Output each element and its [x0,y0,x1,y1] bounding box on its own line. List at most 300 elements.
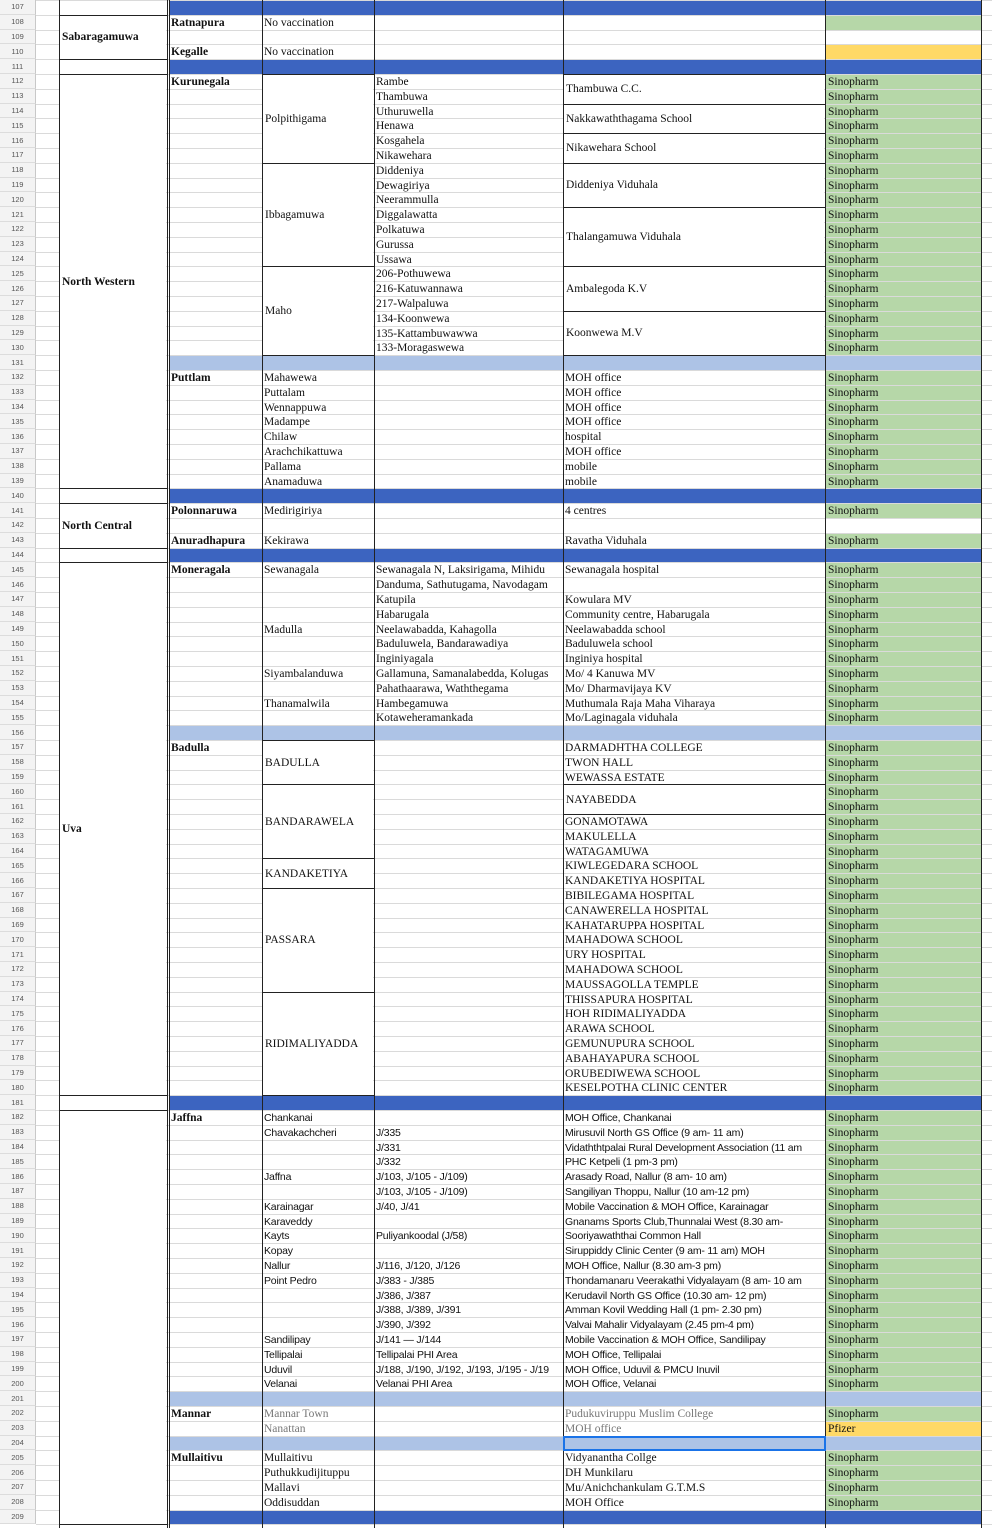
centre-cell[interactable]: MAHADOWA SCHOOL [565,964,683,976]
row-number[interactable]: 174 [0,992,36,1007]
area-cell[interactable] [374,904,563,918]
area-cell[interactable]: Henawa [376,120,414,133]
row-number[interactable]: 110 [0,44,36,59]
province-cell[interactable]: North Western [60,75,166,488]
vaccine-cell[interactable]: Sinopharm [825,785,981,799]
district-cell[interactable]: Ratnapura [171,16,225,29]
area-cell[interactable]: J/103, J/105 - J/109) [376,1186,468,1198]
row-number[interactable]: 162 [0,814,36,829]
area-cell[interactable]: Gallamuna, Samanalabedda, Kolugas [376,668,549,680]
row-number[interactable]: 152 [0,666,36,681]
area-cell[interactable]: Diggalawatta [376,209,438,222]
moh-cell[interactable]: Sewanagala [264,564,319,577]
moh-cell[interactable] [262,711,374,725]
row-number[interactable]: 191 [0,1243,36,1258]
moh-cell[interactable] [262,578,374,592]
moh-merged-cell[interactable]: BADULLA [263,741,373,784]
moh-merged-cell[interactable]: KANDAKETIYA [263,859,373,888]
area-cell[interactable]: Puliyankoodal (J/58) [376,1230,468,1243]
centre-cell[interactable]: Mu/Anichchankulam G.T.M.S [565,1482,706,1494]
vaccine-cell[interactable]: Sinopharm [825,904,981,918]
vaccine-cell[interactable]: Sinopharm [825,919,981,933]
area-cell[interactable] [374,1215,563,1229]
centre-cell[interactable]: MOH office [565,372,622,384]
row-number[interactable]: 121 [0,207,36,222]
row-number[interactable]: 123 [0,237,36,252]
area-cell[interactable] [374,1067,563,1081]
centre-cell[interactable]: Mo/Laginagala viduhala [565,712,678,725]
district-cell[interactable]: Jaffna [171,1112,203,1124]
row-number[interactable]: 138 [0,459,36,474]
row-number[interactable]: 192 [0,1258,36,1273]
row-number[interactable]: 154 [0,696,36,711]
area-cell[interactable] [374,1007,563,1021]
province-cell[interactable]: Sabaragamuwa [60,16,166,59]
row-number[interactable]: 147 [0,592,36,607]
area-cell[interactable] [374,371,563,385]
vaccine-cell[interactable]: Sinopharm [825,282,981,296]
area-cell[interactable] [374,1422,563,1436]
row-number[interactable]: 185 [0,1154,36,1169]
area-cell[interactable] [374,859,563,873]
moh-cell[interactable] [262,637,374,651]
vaccine-cell[interactable]: Sinopharm [825,578,981,592]
area-cell[interactable]: Kosgahela [376,135,425,148]
row-number[interactable]: 183 [0,1125,36,1140]
area-cell[interactable] [374,933,563,947]
area-cell[interactable]: Inginiyagala [376,653,434,666]
district-cell[interactable]: Kegalle [171,46,209,59]
row-number[interactable]: 200 [0,1376,36,1391]
district-cell[interactable]: Mullaitivu [171,1452,223,1465]
row-number[interactable]: 141 [0,503,36,518]
centre-cell[interactable]: KANDAKETIYA HOSPITAL [565,875,705,888]
centre-cell[interactable]: Neelawabadda school [565,623,666,636]
vaccine-cell[interactable]: Sinopharm [825,623,981,637]
vaccine-cell[interactable]: Sinopharm [825,327,981,341]
moh-cell[interactable]: Kopay [264,1245,293,1258]
row-number[interactable]: 116 [0,133,36,148]
row-number[interactable]: 145 [0,562,36,577]
row-number[interactable]: 198 [0,1347,36,1362]
centre-cell[interactable]: hospital [565,431,602,444]
row-number[interactable]: 153 [0,681,36,696]
row-number[interactable]: 139 [0,474,36,489]
area-cell[interactable] [374,800,563,814]
row-number[interactable]: 133 [0,385,36,400]
area-cell[interactable] [374,1496,563,1510]
vaccine-cell[interactable]: Sinopharm [825,119,981,133]
moh-cell[interactable]: Mallavi [264,1482,300,1494]
moh-cell[interactable] [262,1141,374,1155]
row-number[interactable]: 158 [0,755,36,770]
area-cell[interactable] [374,45,563,59]
area-cell[interactable]: J/141 — J/144 [376,1334,442,1346]
row-number[interactable]: 118 [0,163,36,178]
area-cell[interactable] [374,1111,563,1125]
row-number[interactable]: 181 [0,1095,36,1110]
area-cell[interactable]: Nikawehara [376,150,432,162]
row-number[interactable]: 184 [0,1140,36,1155]
centre-cell[interactable]: Arasady Road, Nallur (8 am- 10 am) [565,1171,727,1184]
row-number[interactable]: 149 [0,622,36,637]
area-cell[interactable] [374,771,563,785]
centre-cell[interactable]: Mo/ 4 Kanuwa MV [565,668,656,680]
row-number[interactable]: 186 [0,1169,36,1184]
area-cell[interactable]: Katupila [376,594,416,606]
moh-cell[interactable] [262,682,374,696]
vaccine-cell[interactable]: Sinopharm [825,475,981,489]
vaccine-cell[interactable]: Sinopharm [825,1303,981,1317]
moh-cell[interactable]: Thanamalwila [264,697,330,710]
centre-cell[interactable]: MAKULELLA [565,830,637,843]
centre-cell[interactable]: Inginiya hospital [565,653,643,666]
row-number[interactable]: 115 [0,118,36,133]
row-number[interactable]: 132 [0,370,36,385]
centre-cell[interactable]: MOH Office, Tellipalai [565,1348,662,1361]
vaccine-cell[interactable]: Sinopharm [825,697,981,711]
centre-cell[interactable]: 4 centres [565,505,607,518]
centre-cell[interactable]: MOH office [565,446,622,458]
row-number[interactable]: 111 [0,59,36,74]
row-number[interactable]: 182 [0,1110,36,1125]
district-cell[interactable]: Mannar [171,1408,212,1420]
centre-merged-cell[interactable]: Koonwewa M.V [564,312,824,355]
centre-cell[interactable]: Sooriyawaththai Common Hall [565,1230,701,1243]
moh-cell[interactable]: Velanai [264,1378,298,1391]
area-cell[interactable]: Pahathaarawa, Waththegama [376,682,509,695]
row-number[interactable]: 150 [0,636,36,651]
area-cell[interactable] [374,741,563,755]
moh-cell[interactable]: Arachchikattuwa [264,446,343,458]
area-cell[interactable]: Dewagiriya [376,179,430,192]
area-cell[interactable] [374,534,563,548]
district-cell[interactable]: Polonnaruwa [171,505,237,518]
centre-cell[interactable]: Pudukuviruppu Muslim College [565,1408,714,1420]
vaccine-cell[interactable]: Sinopharm [825,1170,981,1184]
vaccine-cell[interactable]: Sinopharm [825,134,981,148]
row-number[interactable]: 114 [0,104,36,119]
row-number[interactable]: 146 [0,577,36,592]
area-cell[interactable]: Gurussa [376,238,414,251]
area-cell[interactable]: Velanai PHI Area [376,1378,453,1391]
centre-cell[interactable]: Ravatha Viduhala [565,534,647,547]
centre-cell[interactable]: TWON HALL [565,756,634,769]
area-cell[interactable]: J/103, J/105 - J/109) [376,1171,468,1184]
moh-cell[interactable]: No vaccination [264,16,334,29]
area-cell[interactable]: 216-Katuwannawa [376,283,463,296]
vaccine-cell[interactable]: Sinopharm [825,1155,981,1169]
area-cell[interactable] [374,1081,563,1095]
row-number[interactable]: 134 [0,400,36,415]
moh-cell[interactable]: Madulla [264,623,303,636]
moh-cell[interactable]: Puttalam [264,386,305,399]
row-number[interactable]: 175 [0,1006,36,1021]
row-number[interactable]: 129 [0,326,36,341]
vaccine-cell[interactable] [825,16,981,30]
moh-merged-cell[interactable]: BANDARAWELA [263,785,373,858]
vaccine-cell[interactable] [825,45,981,59]
row-number[interactable]: 189 [0,1214,36,1229]
vaccine-cell[interactable]: Sinopharm [825,1466,981,1480]
vaccine-cell[interactable]: Pfizer [825,1422,981,1436]
vaccine-cell[interactable]: Sinopharm [825,460,981,474]
vaccine-cell[interactable]: Sinopharm [825,933,981,947]
centre-cell[interactable]: Baduluwela school [565,638,653,651]
area-cell[interactable]: 217-Walpaluwa [376,298,449,310]
row-number[interactable]: 205 [0,1450,36,1465]
row-number[interactable]: 173 [0,977,36,992]
centre-cell[interactable]: MOH office [565,386,622,399]
vaccine-cell[interactable]: Sinopharm [825,978,981,992]
row-number[interactable]: 107 [0,0,36,15]
row-number[interactable]: 128 [0,311,36,326]
moh-cell[interactable] [262,1155,374,1169]
area-cell[interactable]: Sewanagala N, Laksirigama, Mihidu [376,564,545,577]
vaccine-cell[interactable]: Sinopharm [825,1111,981,1125]
centre-cell[interactable]: HOH RIDIMALIYADDA [565,1008,687,1021]
vaccine-cell[interactable]: Sinopharm [825,889,981,903]
vaccine-cell[interactable]: Sinopharm [825,1274,981,1288]
moh-cell[interactable] [262,1303,374,1317]
row-number[interactable]: 127 [0,296,36,311]
area-cell[interactable]: 133-Moragaswewa [376,342,465,355]
vaccine-cell[interactable]: Sinopharm [825,1007,981,1021]
moh-cell[interactable]: Chankanai [264,1112,313,1124]
centre-cell[interactable]: DH Munkilaru [565,1467,634,1480]
province-cell[interactable]: North Central [60,504,166,547]
area-cell[interactable] [374,1022,563,1036]
moh-cell[interactable]: Jaffna [264,1171,292,1184]
vaccine-cell[interactable]: Sinopharm [825,415,981,429]
area-cell[interactable]: Hambegamuwa [376,697,449,710]
centre-cell[interactable]: Gnanams Sports Club,Thunnalai West (8.30 am- [565,1215,784,1228]
area-cell[interactable]: J/386, J/387 [376,1289,431,1302]
area-cell[interactable]: Diddeniya [376,164,424,177]
moh-cell[interactable]: Nanattan [264,1422,306,1435]
centre-cell[interactable]: KAHATARUPPA HOSPITAL [565,919,705,932]
vaccine-cell[interactable]: Sinopharm [825,371,981,385]
centre-cell[interactable]: KIWLEGEDARA SCHOOL [565,860,699,873]
moh-cell[interactable]: Chilaw [264,431,298,444]
centre-cell[interactable]: THISSAPURA HOSPITAL [565,993,693,1006]
vaccine-cell[interactable]: Sinopharm [825,1141,981,1155]
centre-cell[interactable]: Muthumala Raja Maha Viharaya [565,697,716,710]
vaccine-cell[interactable]: Sinopharm [825,800,981,814]
row-number[interactable]: 204 [0,1436,36,1451]
moh-cell[interactable]: Point Pedro [264,1274,317,1287]
area-cell[interactable]: 135-Kattambuwawwa [376,327,478,340]
centre-cell[interactable]: MOH Office, Uduvil & PMCU Inuvil [565,1363,720,1376]
row-number[interactable]: 188 [0,1199,36,1214]
vaccine-cell[interactable]: Sinopharm [825,1318,981,1332]
district-cell[interactable]: Badulla [171,742,210,754]
centre-cell[interactable]: Amman Kovil Wedding Hall (1 pm- 2.30 pm) [565,1304,762,1317]
centre-merged-cell[interactable]: Diddeniya Viduhala [564,164,824,207]
area-cell[interactable]: J/116, J/120, J/126 [376,1260,461,1272]
row-number[interactable]: 163 [0,829,36,844]
row-number[interactable]: 136 [0,429,36,444]
vaccine-cell[interactable]: Sinopharm [825,1200,981,1214]
row-number[interactable]: 112 [0,74,36,89]
vaccine-cell[interactable]: Sinopharm [825,652,981,666]
area-cell[interactable] [374,445,563,459]
vaccine-cell[interactable]: Sinopharm [825,223,981,237]
area-cell[interactable] [374,874,563,888]
vaccine-cell[interactable]: Sinopharm [825,771,981,785]
row-number[interactable]: 137 [0,444,36,459]
centre-cell[interactable]: Mobile Vaccination & MOH Office, Sandilipay [565,1334,766,1346]
row-number[interactable]: 172 [0,962,36,977]
province-cell[interactable] [60,1111,166,1524]
vaccine-cell[interactable]: Sinopharm [825,711,981,725]
row-number[interactable]: 168 [0,903,36,918]
centre-cell[interactable]: MOH Office, Chankanai [565,1112,672,1124]
row-number[interactable]: 206 [0,1465,36,1480]
area-cell[interactable] [374,1407,563,1421]
row-number[interactable]: 167 [0,888,36,903]
centre-cell[interactable]: GEMUNUPURA SCHOOL [565,1038,695,1050]
area-cell[interactable] [374,815,563,829]
centre-cell[interactable] [563,578,825,592]
row-number[interactable]: 193 [0,1273,36,1288]
centre-cell[interactable] [563,16,825,30]
area-cell[interactable]: J/40, J/41 [376,1200,420,1213]
row-number[interactable]: 165 [0,858,36,873]
centre-merged-cell[interactable]: Ambalegoda K.V [564,267,824,310]
vaccine-cell[interactable]: Sinopharm [825,504,981,518]
centre-cell[interactable]: Vidaththtpalai Rural Development Association (11 am [565,1141,802,1154]
area-cell[interactable] [374,1244,563,1258]
moh-cell[interactable] [262,1289,374,1303]
row-number[interactable]: 151 [0,651,36,666]
area-cell[interactable]: Rambe [376,76,409,88]
vaccine-cell[interactable]: Sinopharm [825,105,981,119]
area-cell[interactable] [374,1037,563,1051]
vaccine-cell[interactable]: Sinopharm [825,90,981,104]
row-number[interactable]: 178 [0,1051,36,1066]
moh-merged-cell[interactable]: Maho [263,267,373,355]
centre-cell[interactable]: ABAHAYAPURA SCHOOL [565,1052,700,1065]
centre-merged-cell[interactable]: Thambuwa C.C. [564,75,824,104]
vaccine-cell[interactable]: Sinopharm [825,1363,981,1377]
area-cell[interactable] [374,919,563,933]
area-cell[interactable]: Danduma, Sathutugama, Navodagam [376,579,548,592]
area-cell[interactable] [374,889,563,903]
vaccine-cell[interactable]: Sinopharm [825,1451,981,1465]
centre-cell[interactable]: PHC Ketpeli (1 pm-3 pm) [565,1156,678,1169]
row-number[interactable]: 209 [0,1510,36,1525]
row-number[interactable]: 140 [0,488,36,503]
row-number[interactable]: 120 [0,192,36,207]
vaccine-cell[interactable]: Sinopharm [825,845,981,859]
area-cell[interactable]: Baduluwela, Bandarawadiya [376,638,509,651]
vaccine-cell[interactable]: Sinopharm [825,401,981,415]
vaccine-cell[interactable]: Sinopharm [825,193,981,207]
vaccine-cell[interactable]: Sinopharm [825,430,981,444]
moh-cell[interactable]: Nallur [264,1260,291,1272]
area-cell[interactable] [374,978,563,992]
vaccine-cell[interactable]: Sinopharm [825,1289,981,1303]
vaccine-cell[interactable]: Sinopharm [825,341,981,355]
area-cell[interactable] [374,1052,563,1066]
row-number[interactable]: 208 [0,1495,36,1510]
vaccine-cell[interactable]: Sinopharm [825,1496,981,1510]
moh-cell[interactable]: Wennappuwa [264,401,327,414]
row-number[interactable]: 109 [0,30,36,45]
area-cell[interactable] [374,785,563,799]
area-cell[interactable] [374,415,563,429]
moh-merged-cell[interactable]: Ibbagamuwa [263,164,373,267]
vaccine-cell[interactable]: Sinopharm [825,1215,981,1229]
vaccine-cell[interactable]: Sinopharm [825,608,981,622]
row-number[interactable]: 176 [0,1021,36,1036]
moh-cell[interactable] [262,652,374,666]
centre-cell[interactable]: WEWASSA ESTATE [565,771,665,784]
vaccine-cell[interactable]: Sinopharm [825,815,981,829]
vaccine-cell[interactable]: Sinopharm [825,1259,981,1273]
district-cell[interactable]: Puttlam [171,372,211,384]
moh-cell[interactable]: Mullaitivu [264,1452,313,1465]
vaccine-cell[interactable]: Sinopharm [825,445,981,459]
moh-merged-cell[interactable]: Polpithigama [263,75,373,163]
row-number[interactable]: 126 [0,281,36,296]
row-number[interactable]: 177 [0,1036,36,1051]
row-number[interactable]: 194 [0,1288,36,1303]
centre-cell[interactable]: DARMADHTHA COLLEGE [565,742,703,754]
moh-cell[interactable]: Tellipalai [264,1348,303,1361]
row-number[interactable]: 179 [0,1066,36,1081]
vaccine-cell[interactable]: Sinopharm [825,164,981,178]
moh-cell[interactable]: Kayts [264,1230,290,1243]
centre-cell[interactable]: Kowulara MV [565,594,632,606]
vaccine-cell[interactable]: Sinopharm [825,1244,981,1258]
vaccine-cell[interactable]: Sinopharm [825,1407,981,1421]
row-number[interactable]: 131 [0,355,36,370]
centre-merged-cell[interactable]: Nakkawaththagama School [564,105,824,134]
row-number[interactable]: 201 [0,1391,36,1406]
area-cell[interactable]: 206-Pothuwewa [376,268,451,281]
area-cell[interactable] [374,504,563,518]
vaccine-cell[interactable]: Sinopharm [825,149,981,163]
moh-cell[interactable]: Oddisuddan [264,1496,320,1509]
centre-cell[interactable]: MOH Office, Nallur (8.30 am-3 pm) [565,1260,721,1272]
centre-cell[interactable]: Community centre, Habarugala [565,608,710,621]
area-cell[interactable]: Neelawabadda, Kahagolla [376,623,497,636]
vaccine-cell[interactable]: Sinopharm [825,963,981,977]
vaccine-cell[interactable]: Sinopharm [825,1081,981,1095]
vaccine-cell[interactable]: Sinopharm [825,238,981,252]
centre-cell[interactable]: CANAWERELLA HOSPITAL [565,904,709,917]
vaccine-cell[interactable]: Sinopharm [825,267,981,281]
centre-cell[interactable]: Kerudavil North GS Office (10.30 am- 12 pm) [565,1289,767,1302]
vaccine-cell[interactable]: Sinopharm [825,1377,981,1391]
moh-cell[interactable]: Sandilipay [264,1334,311,1346]
row-number[interactable]: 170 [0,932,36,947]
row-number[interactable]: 197 [0,1332,36,1347]
row-number[interactable]: 148 [0,607,36,622]
centre-cell[interactable]: Siruppiddy Clinic Center (9 am- 11 am) MOH [565,1245,765,1258]
centre-cell[interactable]: ORUBEDIWEWA SCHOOL [565,1067,701,1080]
area-cell[interactable] [374,1451,563,1465]
area-cell[interactable]: Tellipalai PHI Area [376,1348,458,1361]
row-number[interactable]: 125 [0,266,36,281]
area-cell[interactable]: J/188, J/190, J/192, J/193, J/195 - J/19 [376,1363,549,1376]
centre-cell[interactable]: Vidyanantha Collge [565,1452,657,1465]
centre-cell[interactable]: Sangiliyan Thoppu, Nallur (10 am-12 pm) [565,1186,750,1198]
vaccine-cell[interactable]: Sinopharm [825,993,981,1007]
row-number[interactable]: 156 [0,725,36,740]
